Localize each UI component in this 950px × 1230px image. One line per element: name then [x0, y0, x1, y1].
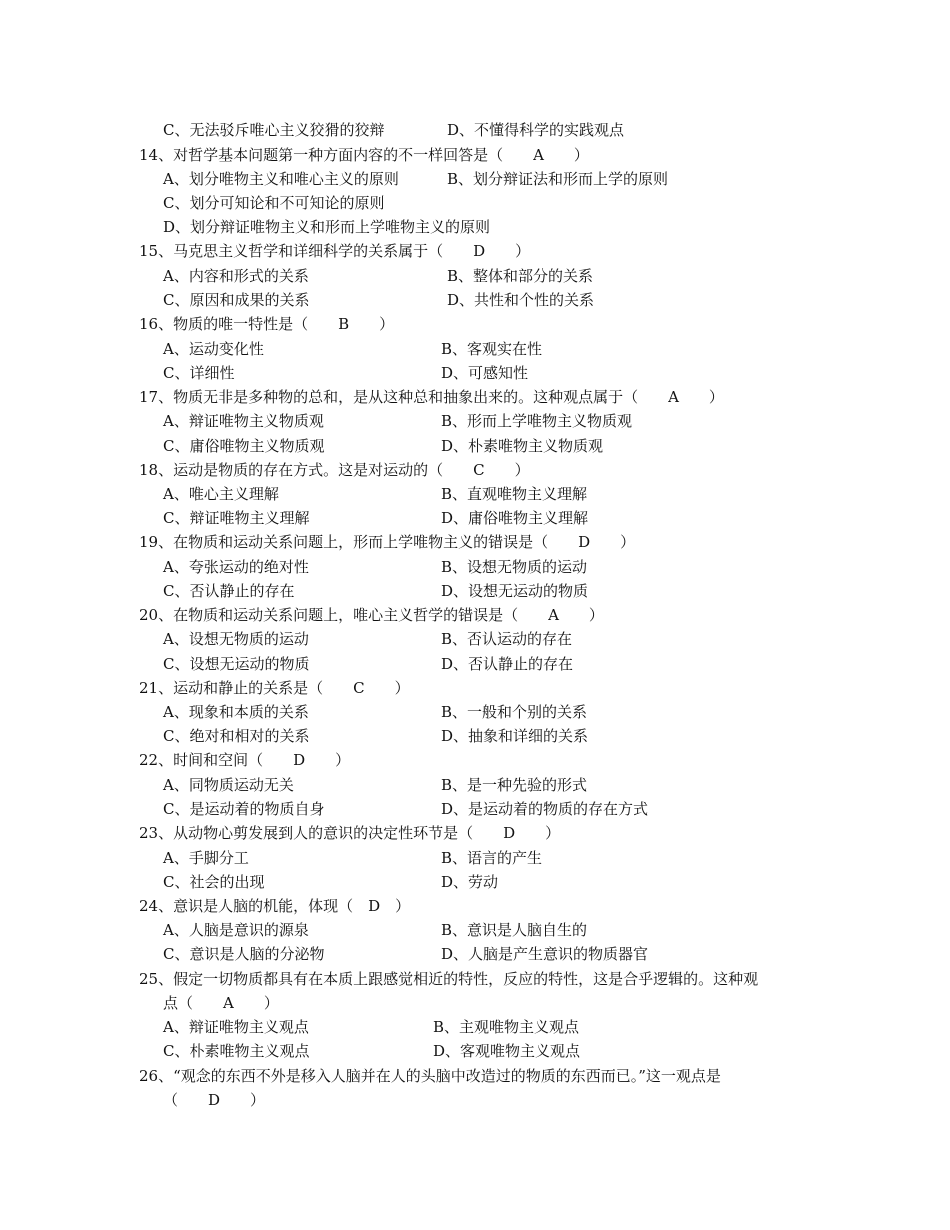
option-b: B、主观唯物主义观点: [433, 1018, 580, 1036]
option-c: C、无法驳斥唯心主义狡猾的狡辩: [163, 121, 385, 139]
option-b: B、一般和个别的关系: [441, 703, 588, 721]
option-d: D、朴素唯物主义物质观: [441, 437, 604, 455]
question-22: 22、时间和空间（ D ）: [139, 751, 351, 769]
option-a: A、划分唯物主义和唯心主义的原则: [163, 170, 399, 188]
question-20: 20、在物质和运动关系问题上，唯心主义哲学的错误是（ A ）: [139, 606, 604, 624]
option-d: D、庸俗唯物主义理解: [441, 509, 589, 527]
question-26-continuation: （ D ）: [163, 1091, 266, 1109]
option-a: A、内容和形式的关系: [163, 267, 309, 285]
question-21: 21、运动和静止的关系是（ C ）: [139, 679, 410, 697]
option-a: A、运动变化性: [163, 340, 264, 358]
option-b: B、语言的产生: [441, 849, 543, 867]
question-14: 14、对哲学基本问题第一种方面内容的不一样回答是（ A ）: [139, 146, 589, 164]
option-d: D、不懂得科学的实践观点: [447, 121, 625, 139]
option-c: C、社会的出现: [163, 873, 265, 891]
option-c: C、划分可知论和不可知论的原则: [163, 194, 385, 212]
question-24: 24、意识是人脑的机能，体现（ D ）: [139, 897, 411, 915]
option-b: B、客观实在性: [441, 340, 543, 358]
option-c: C、详细性: [163, 364, 235, 382]
option-b: B、整体和部分的关系: [447, 267, 594, 285]
option-a: A、辩证唯物主义观点: [163, 1018, 309, 1036]
question-16: 16、物质的唯一特性是（ B ）: [139, 315, 395, 333]
option-b: B、形而上学唯物主义物质观: [441, 412, 633, 430]
option-a: A、辩证唯物主义物质观: [163, 412, 324, 430]
question-15: 15、马克思主义哲学和详细科学的关系属于（ D ）: [139, 242, 531, 260]
option-c: C、绝对和相对的关系: [163, 727, 310, 745]
option-d: D、划分辩证唯物主义和形而上学唯物主义的原则: [163, 218, 491, 236]
option-c: C、设想无运动的物质: [163, 655, 310, 673]
option-c: C、辩证唯物主义理解: [163, 509, 310, 527]
option-a: A、同物质运动无关: [163, 776, 294, 794]
option-c: C、否认静止的存在: [163, 582, 295, 600]
option-b: B、是一种先验的形式: [441, 776, 588, 794]
question-25: 25、假定一切物质都具有在本质上跟感觉相近的特性，反应的特性，这是合乎逻辑的。这种观: [139, 970, 759, 988]
option-a: A、人脑是意识的源泉: [163, 921, 309, 939]
option-b: B、划分辩证法和形而上学的原则: [447, 170, 669, 188]
question-17: 17、物质无非是多种物的总和，是从这种总和抽象出来的。这种观点属于（ A ）: [139, 388, 724, 406]
option-b: B、意识是人脑自生的: [441, 921, 588, 939]
question-26: 26、“观念的东西不外是移入人脑并在人的头脑中改造过的物质的东西而已。”这一观点是: [139, 1067, 721, 1085]
option-c: C、原因和成果的关系: [163, 291, 310, 309]
option-c: C、意识是人脑的分泌物: [163, 945, 325, 963]
option-d: D、劳动: [441, 873, 499, 891]
question-25-continuation: 点（ A ）: [163, 994, 279, 1012]
question-19: 19、在物质和运动关系问题上，形而上学唯物主义的错误是（ D ）: [139, 533, 636, 551]
option-d: D、抽象和详细的关系: [441, 727, 589, 745]
option-a: A、唯心主义理解: [163, 485, 279, 503]
option-b: B、设想无物质的运动: [441, 558, 588, 576]
option-b: B、否认运动的存在: [441, 630, 573, 648]
option-b: B、直观唯物主义理解: [441, 485, 588, 503]
option-d: D、可感知性: [441, 364, 529, 382]
option-c: C、庸俗唯物主义物质观: [163, 437, 325, 455]
option-d: D、否认静止的存在: [441, 655, 574, 673]
question-23: 23、从动物心剪发展到人的意识的决定性环节是（ D ）: [139, 824, 561, 842]
option-d: D、设想无运动的物质: [441, 582, 589, 600]
option-c: C、是运动着的物质自身: [163, 800, 325, 818]
option-c: C、朴素唯物主义观点: [163, 1042, 310, 1060]
option-d: D、客观唯物主义观点: [433, 1042, 581, 1060]
option-a: A、夸张运动的绝对性: [163, 558, 309, 576]
option-d: D、人脑是产生意识的物质器官: [441, 945, 649, 963]
option-d: D、共性和个性的关系: [447, 291, 595, 309]
option-a: A、现象和本质的关系: [163, 703, 309, 721]
question-18: 18、运动是物质的存在方式。这是对运动的（ C ）: [139, 461, 530, 479]
option-d: D、是运动着的物质的存在方式: [441, 800, 649, 818]
option-a: A、设想无物质的运动: [163, 630, 309, 648]
option-a: A、手脚分工: [163, 849, 249, 867]
